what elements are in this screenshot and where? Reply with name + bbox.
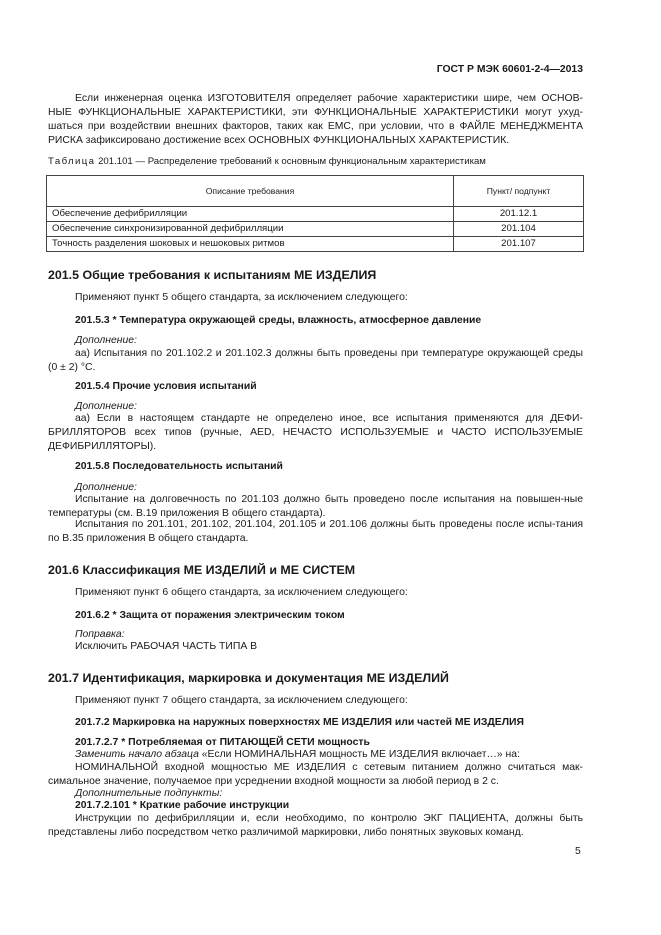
section-201-5-intro: Применяют пункт 5 общего стандарта, за исключением следующего:: [75, 292, 408, 303]
table-cell-reference: 201.12.1: [454, 207, 584, 222]
requirements-table: [46, 175, 584, 252]
section-201-5-title: 201.5 Общие требования к испытаниям МЕ ИЗДЕЛИЯ: [48, 268, 377, 282]
section-201-5-4-title: 201.5.4 Прочие условия испытаний: [75, 381, 257, 392]
section-201-6-2-text: Исключить РАБОЧАЯ ЧАСТЬ ТИПА В: [75, 641, 258, 652]
section-201-7-title: 201.7 Идентификация, маркировка и документация МЕ ИЗДЕЛИЙ: [48, 671, 449, 685]
table-caption-word: Таблица: [48, 156, 96, 167]
section-201-7-2-7-label: Заменить начало абзаца: [75, 749, 199, 760]
section-201-5-4-label: Дополнение:: [75, 401, 137, 412]
section-201-7-2-7-quote: «Если НОМИНАЛЬНАЯ мощность МЕ ИЗДЕЛИЯ включает…» на:: [201, 749, 520, 760]
section-201-5-8-text-1: Испытание на долговечность по 201.103 должно быть проведено после испытания на повышен-ные температуры (см. В.19 приложения В общего стандарта).: [48, 494, 583, 519]
section-201-7-intro: Применяют пункт 7 общего стандарта, за исключением следующего:: [75, 695, 408, 706]
table-header-description: Описание требования: [47, 176, 454, 207]
section-201-7-2-7-title: 201.7.2.7 * Потребляемая от ПИТАЮЩЕЙ СЕТИ мощность: [75, 737, 370, 748]
section-201-5-3-label: Дополнение:: [75, 335, 137, 346]
document-header-title: ГОСТ Р МЭК 60601-2-4—2013: [436, 64, 583, 75]
table-header-row: [47, 176, 584, 207]
section-201-7-2-title: 201.7.2 Маркировка на наружных поверхностях МЕ ИЗДЕЛИЯ или частей МЕ ИЗДЕЛИЯ: [75, 717, 524, 728]
section-201-5-8-text-2: Испытания по 201.101, 201.102, 201.104, 201.105 и 201.106 должны быть проведены после испы-тания по В.35 приложения В общего стандарта.: [48, 519, 583, 544]
table-caption: [48, 155, 583, 169]
section-201-5-8-label: Дополнение:: [75, 482, 137, 493]
section-201-5-8-title: 201.5.8 Последовательность испытаний: [75, 461, 283, 472]
table-header-reference: Пункт/ подпункт: [454, 176, 584, 207]
intro-paragraph: Если инженерная оценка ИЗГОТОВИТЕЛЯ определяет рабочие характеристики шире, чем ОСНОВ-НЫЕ ФУНКЦИОНАЛЬНЫЕ ХАРАКТЕРИСТИКИ, эти ФУНКЦИОНАЛЬНЫЕ ХАРАКТЕРИСТИКИ могут ухуд-шаться при воздействии внешних факторов, таких как ЕМС, при условии, что в ФАЙЛЕ МЕНЕДЖМЕНТА РИСКА зафиксировано достижение всех ОСНОВНЫХ ФУНКЦИОНАЛЬНЫХ ХАРАКТЕРИСТИК.: [48, 93, 583, 146]
section-201-5-4-text: аа) Если в настоящем стандарте не определено иное, все испытания применяются для ДЕФИ-БРИЛЛЯТОРОВ всех типов (ручные, AED, НЕЧАСТО ИСПОЛЬЗУЕМЫЕ и ЧАСТО ИСПОЛЬЗУЕМЫЕ ДЕФИБРИЛЛЯТОРЫ).: [48, 413, 583, 452]
table-row: [47, 207, 584, 222]
section-201-7-2-7-text: НОМИНАЛЬНОЙ входной мощностью МЕ ИЗДЕЛИЯ с сетевым питанием должно считаться мак-симальное значение, получаемое при усреднении входной мощности за любой период в 2 с.: [48, 762, 583, 787]
section-201-7-2-101-text: Инструкции по дефибрилляции и, если необходимо, по контролю ЭКГ ПАЦИЕНТА, должны быть представлены либо посредством четко различимой маркировки, либо понятных звуковых команд.: [48, 813, 583, 838]
table-row: [47, 222, 584, 237]
table-cell-description: Обеспечение синхронизированной дефибрилляции: [47, 222, 454, 237]
page-number: 5: [575, 846, 581, 857]
section-201-6-2-label: Поправка:: [75, 629, 125, 640]
section-201-6-2-title: 201.6.2 * Защита от поражения электрическим током: [75, 610, 345, 621]
table-cell-description: Обеспечение дефибрилляции: [47, 207, 454, 222]
section-201-7-2-101-title: 201.7.2.101 * Краткие рабочие инструкции: [75, 800, 290, 811]
section-201-7-2-7-replace: [48, 748, 583, 762]
additional-subclauses-label: Дополнительные подпункты:: [75, 788, 223, 799]
table-caption-text: 201.101 — Распределение требований к основным функциональным характеристикам: [98, 156, 486, 167]
section-201-6-title: 201.6 Классификация МЕ ИЗДЕЛИЙ и МЕ СИСТЕМ: [48, 563, 356, 577]
table-cell-reference: 201.107: [454, 237, 584, 252]
section-201-5-3-text: аа) Испытания по 201.102.2 и 201.102.3 должны быть проведены при температуре окружающей среды (0 ± 2) °С.: [48, 348, 583, 373]
table-cell-reference: 201.104: [454, 222, 584, 237]
table-cell-description: Точность разделения шоковых и нешоковых ритмов: [47, 237, 454, 252]
section-201-6-intro: Применяют пункт 6 общего стандарта, за исключением следующего:: [75, 587, 408, 598]
table-row: [47, 237, 584, 252]
section-201-5-3-title: 201.5.3 * Температура окружающей среды, влажность, атмосферное давление: [75, 315, 482, 326]
